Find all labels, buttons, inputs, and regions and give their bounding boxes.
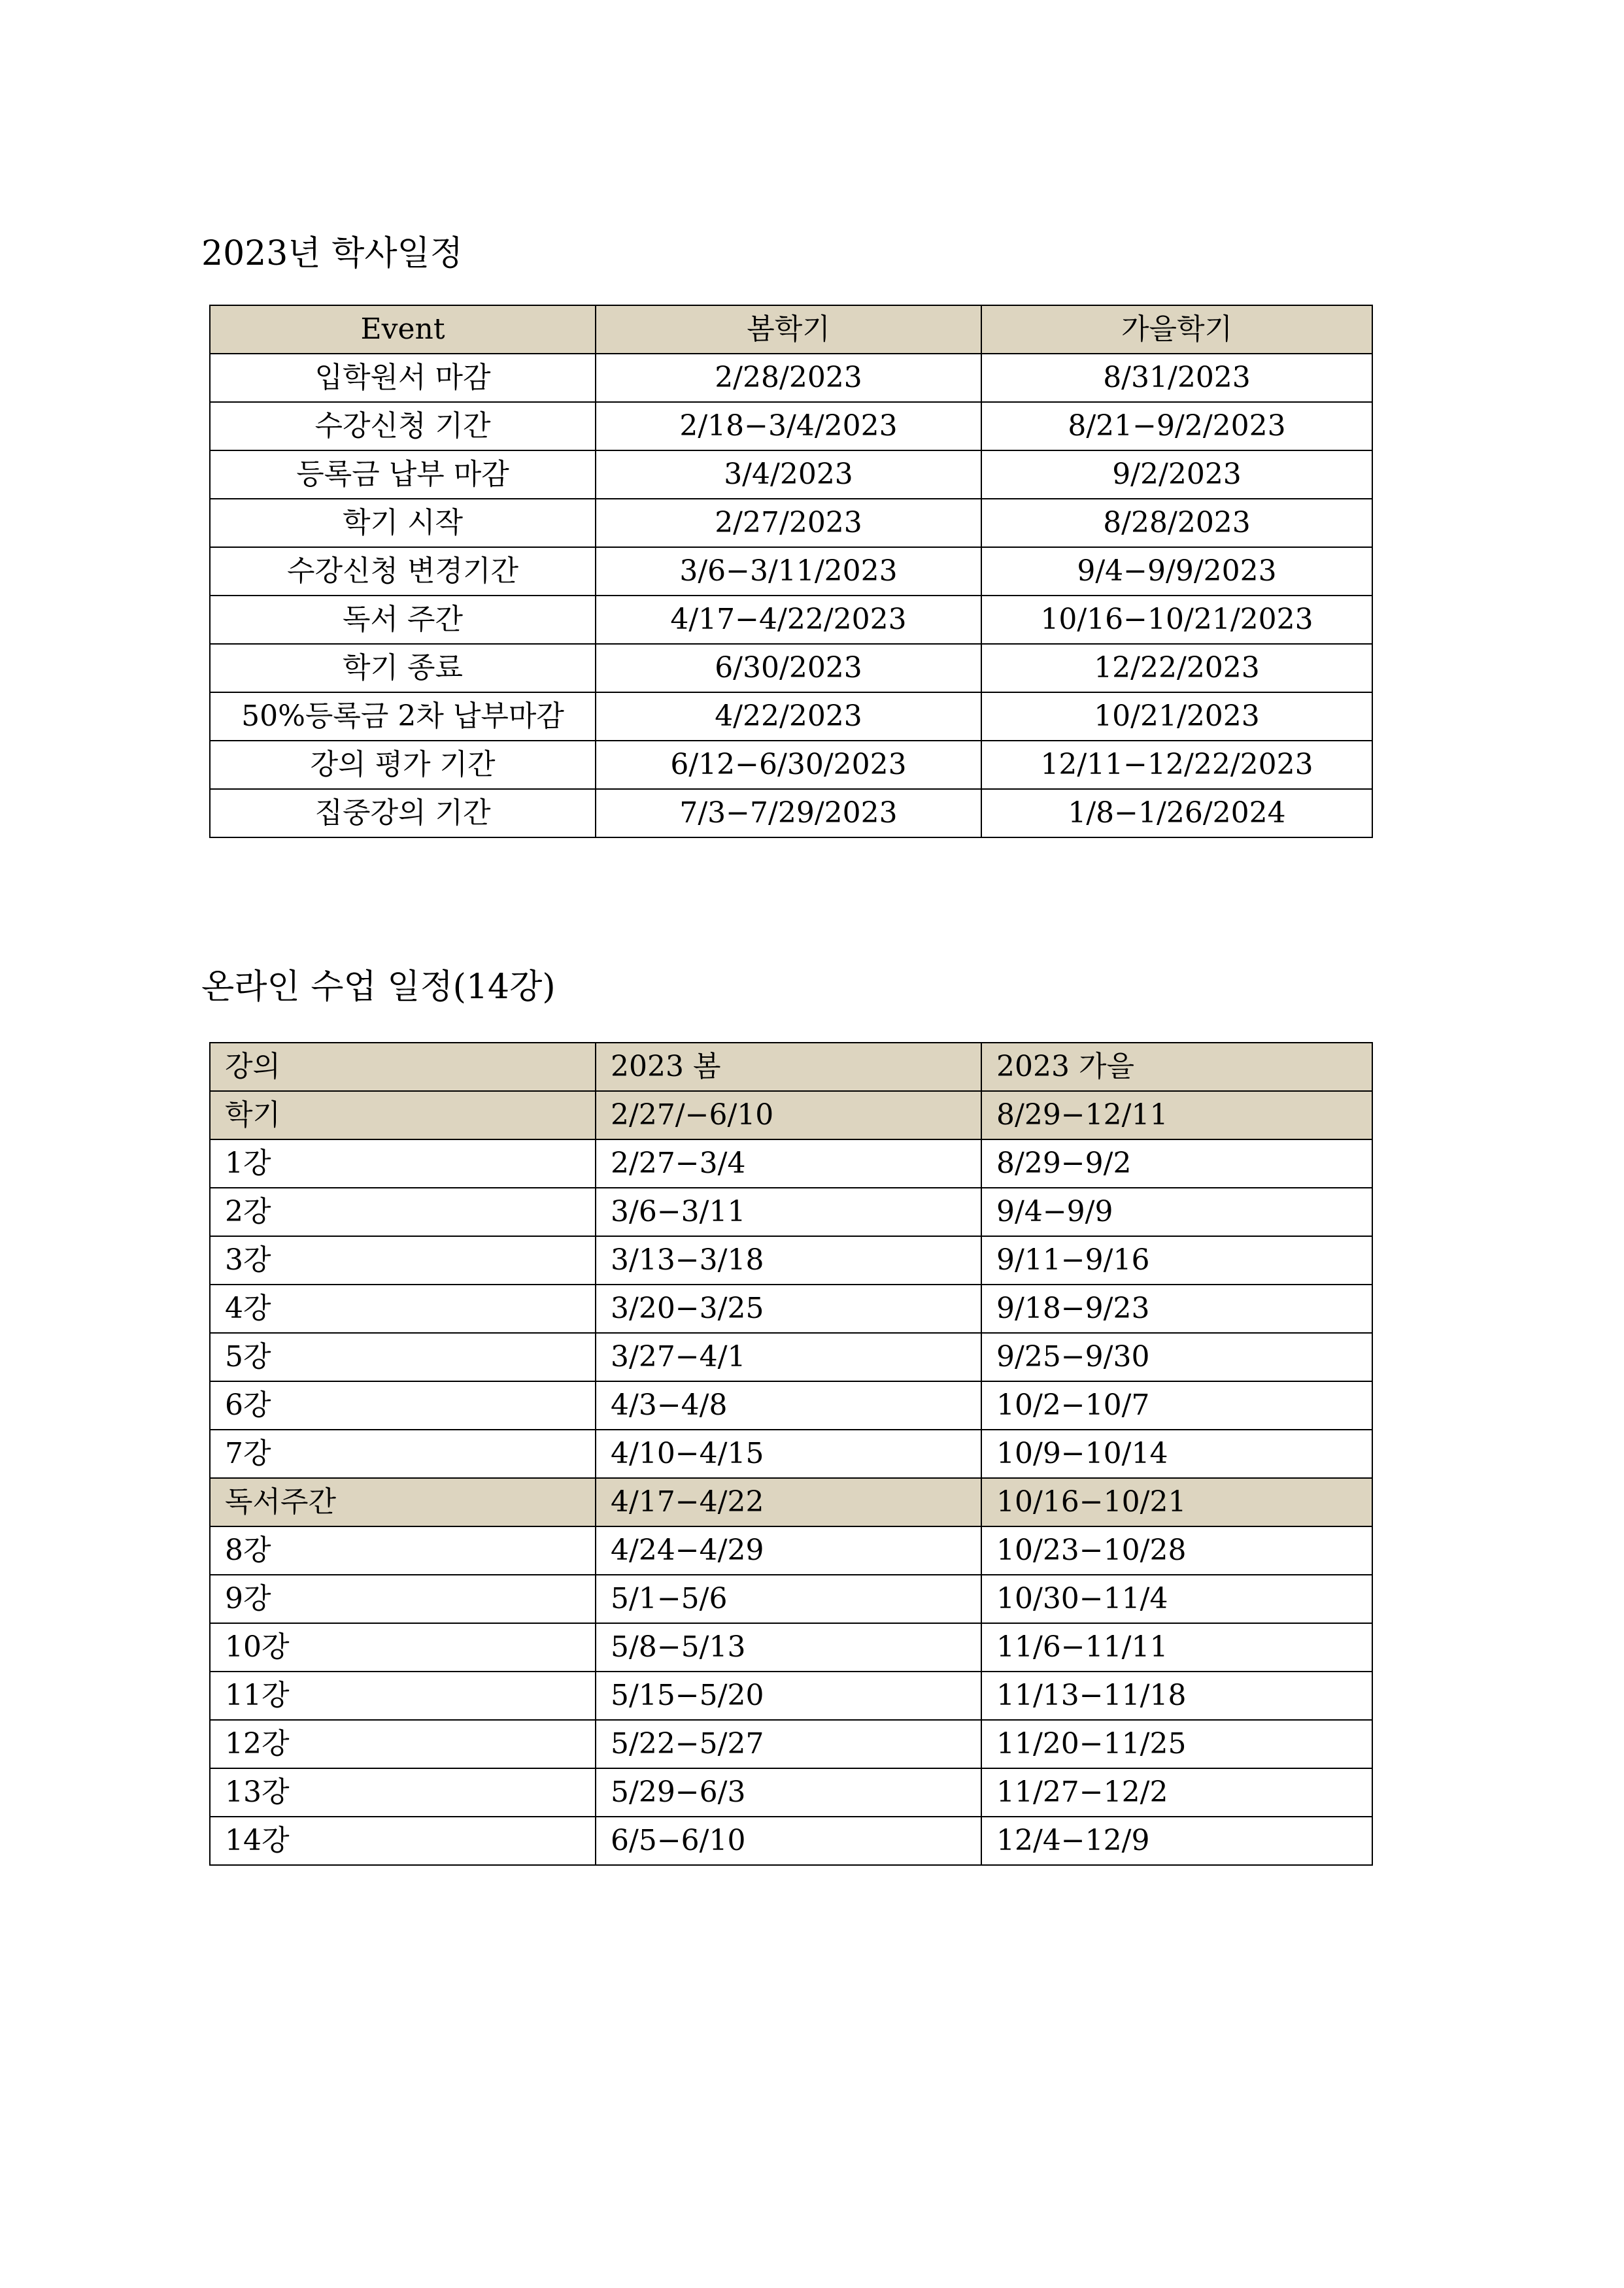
cell-event: 강의 평가 기간 [210, 741, 596, 789]
online-schedule-table [209, 1042, 1373, 1866]
cell-fall-2023: 10/23−10/28 [981, 1526, 1372, 1575]
cell-fall: 10/21/2023 [981, 692, 1372, 741]
cell-fall: 12/11−12/22/2023 [981, 741, 1372, 789]
cell-fall-2023: 9/11−9/16 [981, 1236, 1372, 1285]
cell-lecture: 2강 [210, 1188, 596, 1236]
cell-event: 수강신청 변경기간 [210, 547, 596, 596]
academic-calendar-table [209, 305, 1373, 838]
cell-fall-2023: 8/29−12/11 [981, 1091, 1372, 1139]
cell-spring: 2/18−3/4/2023 [596, 402, 981, 450]
cell-lecture: 1강 [210, 1139, 596, 1188]
cell-lecture: 10강 [210, 1623, 596, 1672]
cell-fall-2023: 10/16−10/21 [981, 1478, 1372, 1526]
header-cell-fall: 가을학기 [981, 305, 1372, 354]
cell-event: 50%등록금 2차 납부마감 [210, 692, 596, 741]
cell-spring-2023: 5/22−5/27 [596, 1720, 981, 1768]
cell-lecture: 3강 [210, 1236, 596, 1285]
table-row [210, 1623, 1372, 1672]
cell-fall: 10/16−10/21/2023 [981, 596, 1372, 644]
cell-lecture: 8강 [210, 1526, 596, 1575]
table-row [210, 499, 1372, 547]
cell-spring-2023: 2/27/−6/10 [596, 1091, 981, 1139]
cell-spring-2023: 6/5−6/10 [596, 1817, 981, 1865]
cell-fall-2023: 10/9−10/14 [981, 1430, 1372, 1478]
table-row [210, 644, 1372, 692]
cell-spring: 3/6−3/11/2023 [596, 547, 981, 596]
table-row [210, 1381, 1372, 1430]
cell-event: 학기 종료 [210, 644, 596, 692]
table-row [210, 1285, 1372, 1333]
table-row [210, 1720, 1372, 1768]
cell-fall-2023: 9/4−9/9 [981, 1188, 1372, 1236]
cell-fall-2023: 11/13−11/18 [981, 1672, 1372, 1720]
cell-fall-2023: 11/6−11/11 [981, 1623, 1372, 1672]
cell-fall-2023: 9/18−9/23 [981, 1285, 1372, 1333]
cell-event: 집중강의 기간 [210, 789, 596, 837]
table-row [210, 1236, 1372, 1285]
cell-event: 독서 주간 [210, 596, 596, 644]
cell-lecture: 4강 [210, 1285, 596, 1333]
cell-spring-2023: 5/8−5/13 [596, 1623, 981, 1672]
cell-spring-2023: 3/20−3/25 [596, 1285, 981, 1333]
cell-fall: 8/31/2023 [981, 354, 1372, 402]
table-row [210, 692, 1372, 741]
cell-fall-2023: 11/20−11/25 [981, 1720, 1372, 1768]
cell-lecture: 강의 [210, 1043, 596, 1091]
cell-spring: 7/3−7/29/2023 [596, 789, 981, 837]
cell-lecture: 7강 [210, 1430, 596, 1478]
cell-lecture: 학기 [210, 1091, 596, 1139]
cell-fall-2023: 10/2−10/7 [981, 1381, 1372, 1430]
cell-spring-2023: 2023 봄 [596, 1043, 981, 1091]
cell-spring: 6/30/2023 [596, 644, 981, 692]
cell-spring-2023: 4/17−4/22 [596, 1478, 981, 1526]
table-row [210, 1139, 1372, 1188]
cell-spring-2023: 4/3−4/8 [596, 1381, 981, 1430]
cell-spring: 4/17−4/22/2023 [596, 596, 981, 644]
table-shaded-row [210, 1091, 1372, 1139]
table-shaded-row [210, 1043, 1372, 1091]
cell-fall: 1/8−1/26/2024 [981, 789, 1372, 837]
cell-fall: 9/4−9/9/2023 [981, 547, 1372, 596]
table-shaded-row [210, 1478, 1372, 1526]
table-row [210, 1188, 1372, 1236]
cell-spring: 3/4/2023 [596, 450, 981, 499]
cell-spring-2023: 4/24−4/29 [596, 1526, 981, 1575]
cell-spring: 6/12−6/30/2023 [596, 741, 981, 789]
cell-fall-2023: 11/27−12/2 [981, 1768, 1372, 1817]
cell-fall-2023: 10/30−11/4 [981, 1575, 1372, 1623]
header-cell-event: Event [210, 305, 596, 354]
cell-spring-2023: 5/15−5/20 [596, 1672, 981, 1720]
table-row [210, 450, 1372, 499]
table-header-row [210, 305, 1372, 354]
cell-fall: 8/28/2023 [981, 499, 1372, 547]
cell-lecture: 12강 [210, 1720, 596, 1768]
table-row [210, 1672, 1372, 1720]
cell-lecture: 14강 [210, 1817, 596, 1865]
table-row [210, 402, 1372, 450]
cell-fall-2023: 9/25−9/30 [981, 1333, 1372, 1381]
academic-calendar-title: 2023년 학사일정 [201, 234, 464, 273]
cell-lecture: 6강 [210, 1381, 596, 1430]
online-schedule-title: 온라인 수업 일정(14강) [201, 967, 556, 1007]
cell-spring-2023: 4/10−4/15 [596, 1430, 981, 1478]
cell-event: 수강신청 기간 [210, 402, 596, 450]
table-row [210, 741, 1372, 789]
cell-fall-2023: 2023 가을 [981, 1043, 1372, 1091]
cell-lecture: 9강 [210, 1575, 596, 1623]
table-row [210, 1526, 1372, 1575]
cell-spring-2023: 5/1−5/6 [596, 1575, 981, 1623]
cell-spring-2023: 3/27−4/1 [596, 1333, 981, 1381]
cell-lecture: 독서주간 [210, 1478, 596, 1526]
table-row [210, 354, 1372, 402]
table-row [210, 1333, 1372, 1381]
cell-fall: 9/2/2023 [981, 450, 1372, 499]
cell-event: 입학원서 마감 [210, 354, 596, 402]
cell-lecture: 5강 [210, 1333, 596, 1381]
cell-spring-2023: 3/13−3/18 [596, 1236, 981, 1285]
cell-spring: 2/28/2023 [596, 354, 981, 402]
cell-fall-2023: 8/29−9/2 [981, 1139, 1372, 1188]
cell-event: 등록금 납부 마감 [210, 450, 596, 499]
cell-fall-2023: 12/4−12/9 [981, 1817, 1372, 1865]
cell-spring-2023: 5/29−6/3 [596, 1768, 981, 1817]
table-row [210, 1575, 1372, 1623]
cell-event: 학기 시작 [210, 499, 596, 547]
cell-fall: 8/21−9/2/2023 [981, 402, 1372, 450]
table-row [210, 1430, 1372, 1478]
table-row [210, 1768, 1372, 1817]
table-row [210, 547, 1372, 596]
cell-spring: 2/27/2023 [596, 499, 981, 547]
header-cell-spring: 봄학기 [596, 305, 981, 354]
cell-spring: 4/22/2023 [596, 692, 981, 741]
table-row [210, 596, 1372, 644]
cell-fall: 12/22/2023 [981, 644, 1372, 692]
table-row [210, 1817, 1372, 1865]
table-row [210, 789, 1372, 837]
cell-spring-2023: 3/6−3/11 [596, 1188, 981, 1236]
cell-spring-2023: 2/27−3/4 [596, 1139, 981, 1188]
cell-lecture: 13강 [210, 1768, 596, 1817]
cell-lecture: 11강 [210, 1672, 596, 1720]
